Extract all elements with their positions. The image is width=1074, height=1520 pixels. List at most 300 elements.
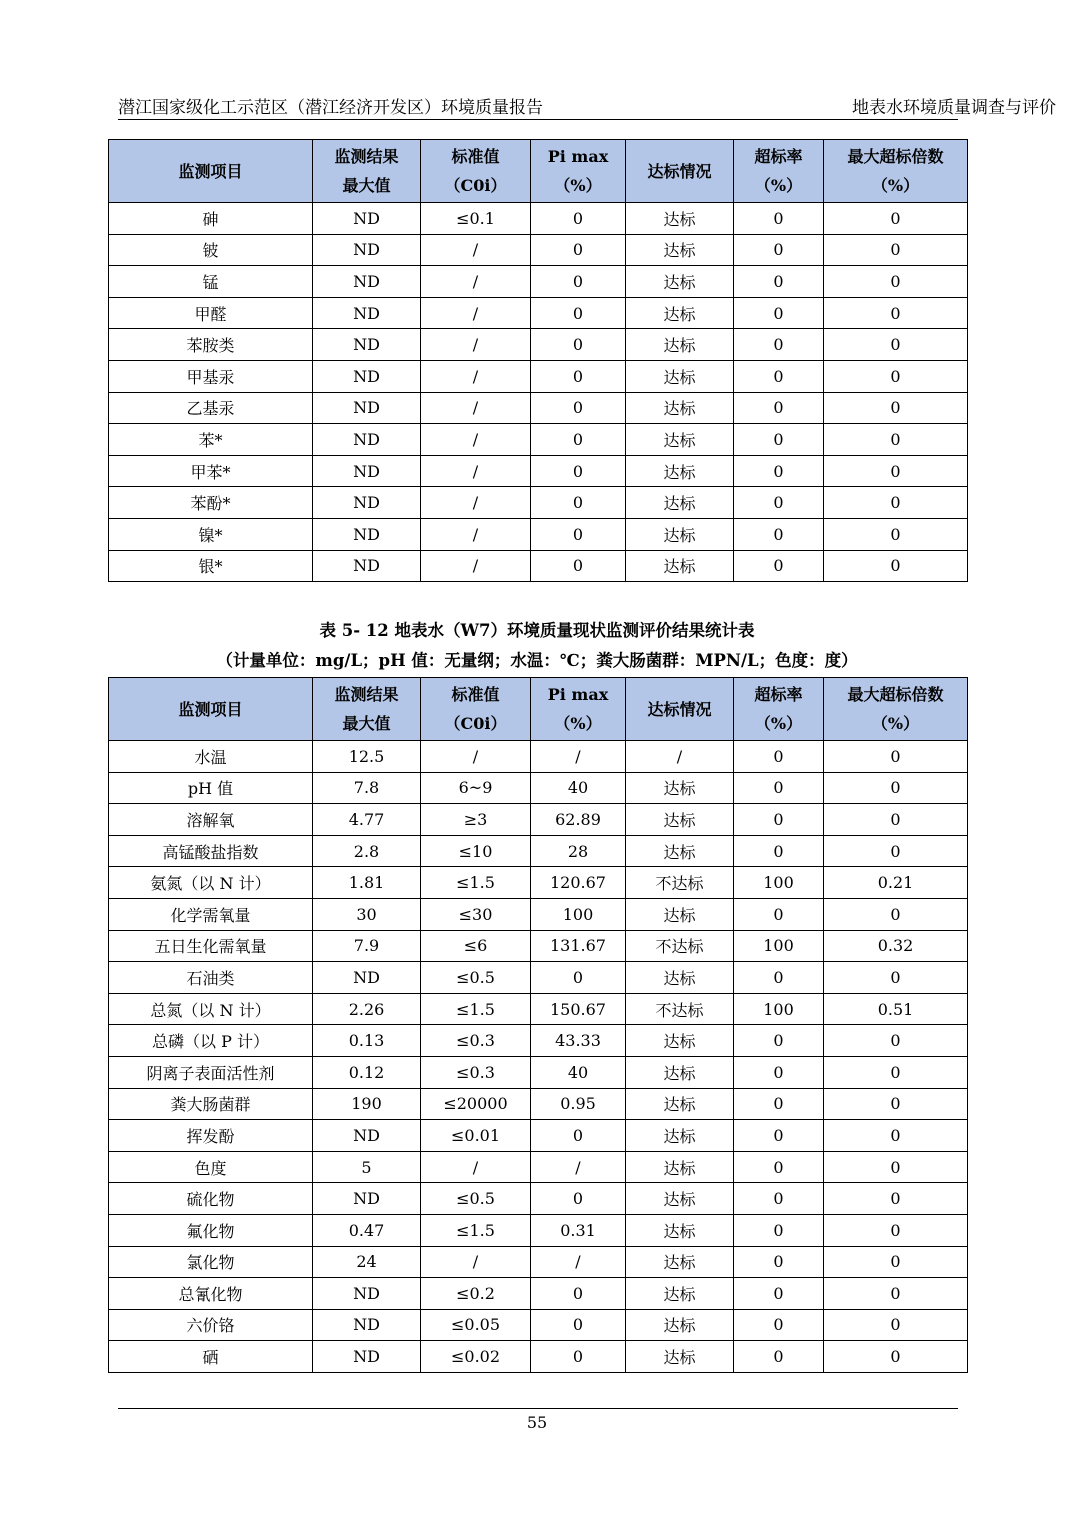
table-cell: 100 <box>734 930 824 962</box>
table-cell: ND <box>313 455 421 487</box>
table-cell: ≤30 <box>421 898 531 930</box>
table-cell: 0 <box>734 266 824 298</box>
header-row <box>109 140 968 203</box>
table-row <box>109 1120 968 1152</box>
table-cell: / <box>421 266 531 298</box>
table-cell: 0 <box>531 203 626 235</box>
column-header-line: Pi max <box>547 147 609 166</box>
column-header-line: 最大超标倍数 <box>847 685 944 704</box>
table-cell: 0 <box>531 360 626 392</box>
column-header-line: 最大超标倍数 <box>847 147 944 166</box>
table-cell: 0 <box>824 487 968 519</box>
column-header <box>421 140 531 203</box>
table-cell: 苯* <box>109 424 313 456</box>
table-cell: 0 <box>734 424 824 456</box>
column-header-line: 最大值 <box>342 176 391 195</box>
table-cell: 0 <box>824 1214 968 1246</box>
table-cell: / <box>421 392 531 424</box>
table-cell: 达标 <box>626 360 734 392</box>
table-cell: 砷 <box>109 203 313 235</box>
table-cell: 达标 <box>626 297 734 329</box>
table-cell: 0 <box>824 804 968 836</box>
table-cell: 0 <box>824 392 968 424</box>
table-cell: 40 <box>531 772 626 804</box>
table-cell: 190 <box>313 1088 421 1120</box>
column-header-line: Pi max <box>547 685 609 704</box>
table-row <box>109 297 968 329</box>
table-cell: 0 <box>531 1309 626 1341</box>
table-cell: ND <box>313 392 421 424</box>
table-row <box>109 203 968 235</box>
table-cell: ≤0.5 <box>421 962 531 994</box>
table-cell: 0.31 <box>531 1214 626 1246</box>
table-cell: 0 <box>734 741 824 773</box>
table-row <box>109 518 968 550</box>
table-cell: 0 <box>734 1214 824 1246</box>
table-cell: ND <box>313 1183 421 1215</box>
table-cell: 12.5 <box>313 741 421 773</box>
table-cell: 0 <box>734 1088 824 1120</box>
column-header-line: （%） <box>554 714 602 733</box>
table-units-note: （计量单位：mg/L；pH 值：无量纲；水温：℃；粪大肠菌群：MPN/L；色度：度） <box>216 651 858 670</box>
header-row <box>109 678 968 741</box>
table-cell: 0 <box>824 772 968 804</box>
table-row <box>109 392 968 424</box>
table-cell: / <box>421 550 531 582</box>
table-cell: ≤0.01 <box>421 1120 531 1152</box>
table-row <box>109 1341 968 1373</box>
table-cell: 苯酚* <box>109 487 313 519</box>
table-cell: / <box>421 1151 531 1183</box>
table-cell: 挥发酚 <box>109 1120 313 1152</box>
table-cell: 粪大肠菌群 <box>109 1088 313 1120</box>
table-cell: 62.89 <box>531 804 626 836</box>
table-cell: 氨氮（以 N 计） <box>109 867 313 899</box>
table-cell: 甲基汞 <box>109 360 313 392</box>
table-cell: ND <box>313 550 421 582</box>
table-cell: 0 <box>824 424 968 456</box>
table-cell: 43.33 <box>531 1025 626 1057</box>
table-cell: 4.77 <box>313 804 421 836</box>
table-cell: 达标 <box>626 487 734 519</box>
table-row <box>109 1025 968 1057</box>
table-cell: pH 值 <box>109 772 313 804</box>
table-cell: 达标 <box>626 835 734 867</box>
table-cell: ND <box>313 1278 421 1310</box>
table-cell: ND <box>313 518 421 550</box>
table-cell: 不达标 <box>626 993 734 1025</box>
table-cell: ≤10 <box>421 835 531 867</box>
table-row <box>109 1151 968 1183</box>
table-row <box>109 1278 968 1310</box>
table-cell: 锰 <box>109 266 313 298</box>
table-cell: / <box>626 741 734 773</box>
table-cell: 0 <box>824 1151 968 1183</box>
header-rule <box>118 119 958 120</box>
monitoring-table-continued <box>108 139 968 582</box>
table-row <box>109 804 968 836</box>
table-cell: / <box>421 424 531 456</box>
header-section-title: 地表水环境质量调查与评价 <box>852 98 1056 118</box>
table-cell: 达标 <box>626 1120 734 1152</box>
column-header <box>313 140 421 203</box>
table-cell: 乙基汞 <box>109 392 313 424</box>
table-cell: ND <box>313 234 421 266</box>
table-cell: 达标 <box>626 962 734 994</box>
column-header <box>421 678 531 741</box>
table-row <box>109 1309 968 1341</box>
table-cell: 30 <box>313 898 421 930</box>
table-row <box>109 962 968 994</box>
table-cell: / <box>531 741 626 773</box>
table-cell: 苯胺类 <box>109 329 313 361</box>
table-cell: 0 <box>734 1151 824 1183</box>
table-cell: / <box>421 518 531 550</box>
table-cell: 达标 <box>626 1246 734 1278</box>
table-cell: 0.51 <box>824 993 968 1025</box>
table-cell: ND <box>313 1120 421 1152</box>
column-header <box>824 140 968 203</box>
table-cell: 0 <box>734 487 824 519</box>
table-cell: ≤0.3 <box>421 1056 531 1088</box>
table-cell: 达标 <box>626 234 734 266</box>
column-header-line: 监测项目 <box>178 161 243 181</box>
table-row <box>109 550 968 582</box>
table-cell: 达标 <box>626 203 734 235</box>
table-cell: 阴离子表面活性剂 <box>109 1056 313 1088</box>
table-cell: 0 <box>734 962 824 994</box>
table-row <box>109 1183 968 1215</box>
table-cell: 100 <box>734 867 824 899</box>
table-cell: ≤0.05 <box>421 1309 531 1341</box>
table-cell: 铍 <box>109 234 313 266</box>
table-cell: 2.26 <box>313 993 421 1025</box>
table-cell: 6~9 <box>421 772 531 804</box>
column-header <box>109 678 313 741</box>
table-cell: ≤6 <box>421 930 531 962</box>
table-cell: 0 <box>824 962 968 994</box>
table-cell: 0 <box>734 392 824 424</box>
table-cell: ND <box>313 424 421 456</box>
table-cell: 0 <box>531 1278 626 1310</box>
table-row <box>109 1056 968 1088</box>
table-row <box>109 266 968 298</box>
table-cell: 总氮（以 N 计） <box>109 993 313 1025</box>
column-header-line: 监测项目 <box>178 699 243 719</box>
table-cell: 5 <box>313 1151 421 1183</box>
column-header-line: （C0i） <box>444 714 507 733</box>
column-header-line: （%） <box>871 176 920 195</box>
table-cell: 28 <box>531 835 626 867</box>
table-cell: 0 <box>531 1341 626 1373</box>
column-header <box>824 678 968 741</box>
table-cell: 0 <box>824 1341 968 1373</box>
table-cell: 0 <box>531 550 626 582</box>
table-cell: 甲苯* <box>109 455 313 487</box>
table-cell: 银* <box>109 550 313 582</box>
column-header-line: 达标情况 <box>647 699 712 719</box>
table-cell: / <box>421 297 531 329</box>
table-row <box>109 360 968 392</box>
column-header-line: 标准值 <box>451 685 500 704</box>
table-cell: 0 <box>824 297 968 329</box>
table-body <box>109 741 968 1373</box>
table-cell: 0 <box>531 487 626 519</box>
table-cell: 24 <box>313 1246 421 1278</box>
table-cell: 0 <box>531 455 626 487</box>
table-cell: 0 <box>734 360 824 392</box>
table-cell: 0 <box>824 1278 968 1310</box>
table-cell: 7.9 <box>313 930 421 962</box>
table-cell: 达标 <box>626 1309 734 1341</box>
table-cell: ≤20000 <box>421 1088 531 1120</box>
table-cell: 0 <box>824 1246 968 1278</box>
table-row <box>109 455 968 487</box>
table-row <box>109 741 968 773</box>
table-cell: 硒 <box>109 1341 313 1373</box>
table-cell: ≤1.5 <box>421 867 531 899</box>
table-cell: 0 <box>734 804 824 836</box>
table-cell: 高锰酸盐指数 <box>109 835 313 867</box>
table-cell: / <box>421 455 531 487</box>
column-header <box>626 140 734 203</box>
table-row <box>109 993 968 1025</box>
table-cell: 六价铬 <box>109 1309 313 1341</box>
table-cell: ND <box>313 487 421 519</box>
table-cell: 0 <box>734 1341 824 1373</box>
header-document-title: 潜江国家级化工示范区（潜江经济开发区）环境质量报告 <box>118 98 543 118</box>
table-cell: / <box>531 1246 626 1278</box>
table-cell: / <box>531 1151 626 1183</box>
table-cell: 0 <box>824 1056 968 1088</box>
table-cell: 0 <box>734 1246 824 1278</box>
table-cell: 达标 <box>626 1341 734 1373</box>
table-cell: 0 <box>531 1120 626 1152</box>
table-row <box>109 234 968 266</box>
table-cell: 0 <box>734 1183 824 1215</box>
table-cell: 0 <box>824 550 968 582</box>
column-header-line: （%） <box>871 714 920 733</box>
table-cell: 达标 <box>626 424 734 456</box>
table-cell: 0 <box>824 203 968 235</box>
table-cell: 达标 <box>626 518 734 550</box>
table-cell: ≤0.3 <box>421 1025 531 1057</box>
table-cell: 0 <box>824 835 968 867</box>
table-cell: 氯化物 <box>109 1246 313 1278</box>
table-cell: / <box>421 329 531 361</box>
table-cell: 0 <box>734 550 824 582</box>
table-cell: / <box>421 741 531 773</box>
table-cell: 0 <box>734 234 824 266</box>
column-header-line: 标准值 <box>451 147 500 166</box>
table-cell: ND <box>313 1309 421 1341</box>
table-cell: 0 <box>734 455 824 487</box>
table-cell: 0 <box>824 266 968 298</box>
table-cell: 2.8 <box>313 835 421 867</box>
table-cell: 120.67 <box>531 867 626 899</box>
table-cell: 0 <box>824 741 968 773</box>
table-cell: 色度 <box>109 1151 313 1183</box>
table-cell: 0 <box>824 1025 968 1057</box>
table-cell: / <box>421 1246 531 1278</box>
table-cell: 150.67 <box>531 993 626 1025</box>
column-header-line: （%） <box>554 176 602 195</box>
table-row <box>109 930 968 962</box>
table-row <box>109 1246 968 1278</box>
column-header <box>626 678 734 741</box>
table-row <box>109 772 968 804</box>
table-cell: ND <box>313 297 421 329</box>
table-cell: 0 <box>734 898 824 930</box>
table-cell: 0.21 <box>824 867 968 899</box>
table-cell: ≤0.2 <box>421 1278 531 1310</box>
table-cell: 0 <box>734 518 824 550</box>
table-cell: 溶解氧 <box>109 804 313 836</box>
table-cell: 石油类 <box>109 962 313 994</box>
column-header-line: （%） <box>754 714 803 733</box>
table-cell: 0 <box>734 1278 824 1310</box>
table-cell: ND <box>313 962 421 994</box>
table-cell: 达标 <box>626 1056 734 1088</box>
table-cell: 0 <box>531 392 626 424</box>
table-cell: 不达标 <box>626 867 734 899</box>
table-cell: 达标 <box>626 1183 734 1215</box>
table-cell: 0 <box>531 329 626 361</box>
column-header <box>313 678 421 741</box>
table-row <box>109 487 968 519</box>
column-header-line: 最大值 <box>342 714 391 733</box>
column-header-line: 监测结果 <box>334 685 399 704</box>
table-cell: 达标 <box>626 1151 734 1183</box>
table-cell: 达标 <box>626 1088 734 1120</box>
column-header <box>734 678 824 741</box>
table-cell: 131.67 <box>531 930 626 962</box>
table-row <box>109 898 968 930</box>
table-cell: 0 <box>734 297 824 329</box>
table-cell: 硫化物 <box>109 1183 313 1215</box>
table-cell: ND <box>313 1341 421 1373</box>
table-cell: 100 <box>531 898 626 930</box>
table-cell: 达标 <box>626 1278 734 1310</box>
table-cell: 0 <box>734 1120 824 1152</box>
table-cell: ≤1.5 <box>421 993 531 1025</box>
table-cell: 达标 <box>626 1025 734 1057</box>
column-header <box>734 140 824 203</box>
table-cell: 达标 <box>626 898 734 930</box>
table-cell: 0 <box>531 234 626 266</box>
column-header <box>531 678 626 741</box>
table-cell: 五日生化需氧量 <box>109 930 313 962</box>
table-cell: 达标 <box>626 550 734 582</box>
table-cell: 达标 <box>626 804 734 836</box>
table-cell: 0 <box>734 1056 824 1088</box>
column-header-line: （%） <box>754 176 803 195</box>
table-cell: 0 <box>824 1183 968 1215</box>
table-cell: ND <box>313 360 421 392</box>
table-cell: 0 <box>824 1309 968 1341</box>
table-cell: ≤1.5 <box>421 1214 531 1246</box>
monitoring-table-w7 <box>108 677 968 1373</box>
table-cell: 0 <box>824 234 968 266</box>
table-cell: / <box>421 360 531 392</box>
table-cell: ND <box>313 266 421 298</box>
table-cell: 0 <box>531 266 626 298</box>
table-cell: 镍* <box>109 518 313 550</box>
table-cell: 甲醛 <box>109 297 313 329</box>
table-cell: 达标 <box>626 392 734 424</box>
table-cell: / <box>421 234 531 266</box>
table-cell: 0 <box>734 835 824 867</box>
column-header <box>531 140 626 203</box>
column-header-line: 超标率 <box>754 147 803 166</box>
table-cell: 0 <box>531 1183 626 1215</box>
table-cell: 不达标 <box>626 930 734 962</box>
table-cell: 0 <box>734 329 824 361</box>
table-cell: 7.8 <box>313 772 421 804</box>
table-cell: 0 <box>824 329 968 361</box>
table-header <box>109 140 968 203</box>
table-cell: ≥3 <box>421 804 531 836</box>
table-cell: 0.13 <box>313 1025 421 1057</box>
table-cell: 化学需氧量 <box>109 898 313 930</box>
table-cell: 0 <box>734 1309 824 1341</box>
table-body <box>109 203 968 582</box>
table-row <box>109 867 968 899</box>
table-cell: 0.95 <box>531 1088 626 1120</box>
table-cell: 达标 <box>626 266 734 298</box>
table-cell: 0 <box>531 518 626 550</box>
column-header-line: 超标率 <box>754 685 803 704</box>
column-header <box>109 140 313 203</box>
table-cell: 0 <box>531 424 626 456</box>
table-cell: 0 <box>734 772 824 804</box>
table-cell: 0.47 <box>313 1214 421 1246</box>
column-header-line: 达标情况 <box>647 161 712 181</box>
table-cell: 0 <box>734 1025 824 1057</box>
table-cell: 达标 <box>626 329 734 361</box>
table-cell: ≤0.02 <box>421 1341 531 1373</box>
table-cell: 达标 <box>626 1214 734 1246</box>
table-cell: 0 <box>824 518 968 550</box>
table-caption: 表 5- 12 地表水（W7）环境质量现状监测评价结果统计表 <box>319 621 755 640</box>
table-cell: ≤0.5 <box>421 1183 531 1215</box>
table-cell: 总磷（以 P 计） <box>109 1025 313 1057</box>
table-cell: ND <box>313 203 421 235</box>
table-cell: 0 <box>824 1088 968 1120</box>
table-cell: 达标 <box>626 455 734 487</box>
table-row <box>109 329 968 361</box>
table-cell: 0 <box>824 898 968 930</box>
page-number: 55 <box>526 1413 548 1432</box>
table-cell: / <box>421 487 531 519</box>
table-row <box>109 1088 968 1120</box>
table-row <box>109 424 968 456</box>
table-cell: 氟化物 <box>109 1214 313 1246</box>
table-cell: 0.12 <box>313 1056 421 1088</box>
table-cell: 达标 <box>626 772 734 804</box>
table-cell: 0 <box>824 455 968 487</box>
footer-rule <box>118 1408 958 1409</box>
table-cell: 0 <box>824 1120 968 1152</box>
table-cell: 40 <box>531 1056 626 1088</box>
table-cell: 0 <box>734 203 824 235</box>
table-cell: 0 <box>531 962 626 994</box>
column-header-line: （C0i） <box>444 176 507 195</box>
table-cell: 0.32 <box>824 930 968 962</box>
table-cell: 水温 <box>109 741 313 773</box>
table-row <box>109 835 968 867</box>
table-cell: 1.81 <box>313 867 421 899</box>
